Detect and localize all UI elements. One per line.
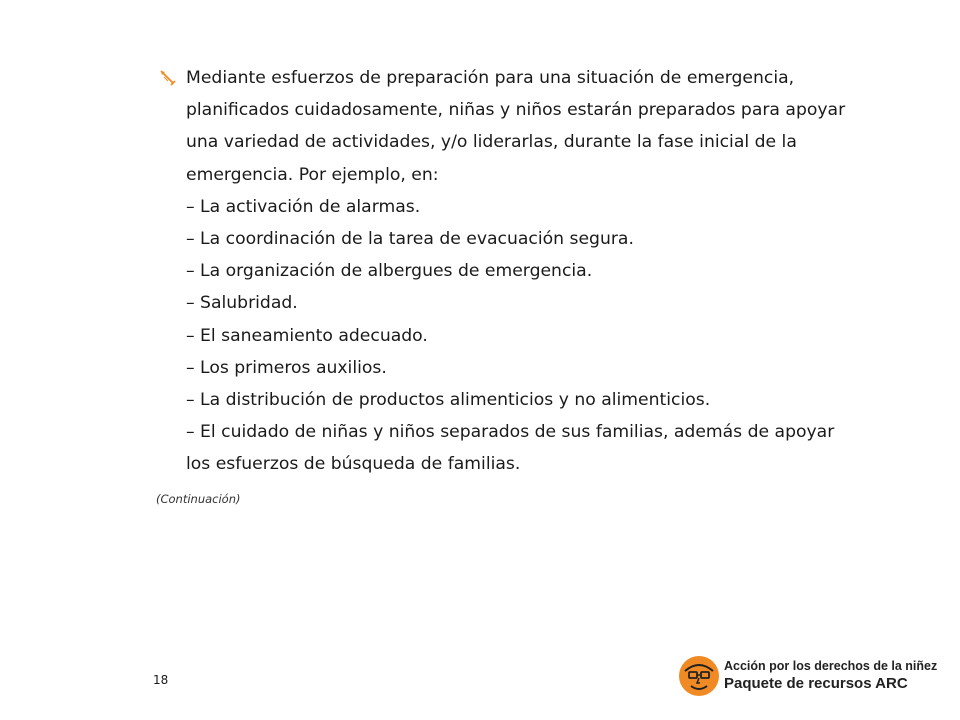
arc-face-logo-icon [678,655,720,697]
list-item: – Salubridad. [186,293,298,314]
continuation-note: (Continuación) [156,492,241,506]
main-bullet-block [158,62,918,481]
arc-logo [678,655,938,699]
list-item: – La distribución de productos alimenticios y no alimenticios. [186,390,711,411]
text-line: una variedad de actividades, y/o liderarlas, durante la fase inicial de la [186,132,797,153]
list-item: – La coordinación de la tarea de evacuación segura. [186,229,634,250]
main-paragraph [186,62,918,481]
list-item-continued: los esfuerzos de búsqueda de familias. [186,454,521,475]
logo-title: Paquete de recursos ARC [724,675,908,692]
page-number: 18 [153,673,169,687]
logo-tagline: Acción por los derechos de la niñez [724,659,938,673]
list-item: – El cuidado de niñas y niños separados de sus familias, además de apoyar [186,422,835,443]
list-item: – La organización de albergues de emergencia. [186,261,593,282]
bullet-pen-icon [158,68,178,88]
text-line: emergencia. Por ejemplo, en: [186,164,439,185]
text-line: planificados cuidadosamente, niñas y niños estarán preparados para apoyar [186,100,846,121]
list-item: – La activación de alarmas. [186,196,421,217]
list-item: – Los primeros auxilios. [186,357,387,378]
text-line: Mediante esfuerzos de preparación para una situación de emergencia, [186,68,795,88]
list-item: – El saneamiento adecuado. [186,325,428,346]
